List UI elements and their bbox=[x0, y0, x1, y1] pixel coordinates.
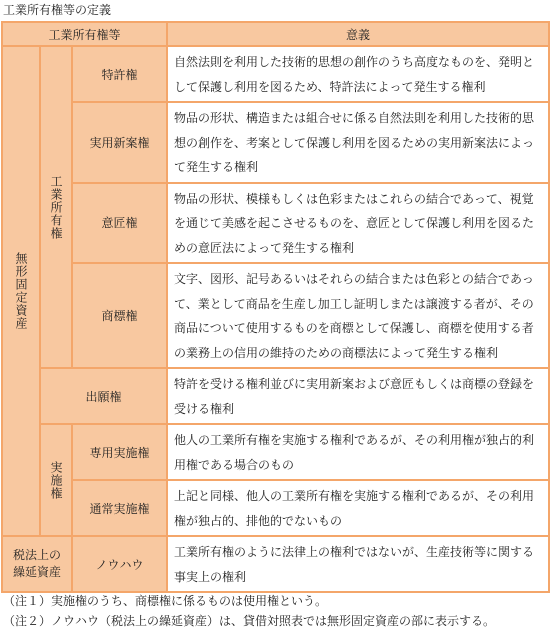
group-label: 無形固定資産 bbox=[14, 252, 28, 330]
group-intangible-fixed-assets bbox=[3, 47, 39, 535]
group-label: 実施権 bbox=[49, 460, 63, 500]
group-label: 税法上の繰延資産 bbox=[12, 548, 61, 579]
term-cell: 商標権 bbox=[73, 264, 166, 367]
term-cell: 出願権 bbox=[41, 369, 166, 423]
table-header-row bbox=[3, 23, 548, 45]
definition-cell: 自然法則を利用した技術的思想の創作のうち高度なものを、発明として保護し利用を図るため、特許法によって発生する権利 bbox=[168, 47, 548, 101]
table-row bbox=[3, 481, 548, 535]
table-row bbox=[3, 537, 548, 591]
definition-cell: 物品の形状、構造または組合せに係る自然法則を利用した技術的思想の創作を、考案として保護し利用を図るための実用新案法によって発生する権利 bbox=[168, 103, 548, 182]
term-cell: ノウハウ bbox=[73, 537, 166, 591]
header-cell-meaning: 意義 bbox=[168, 23, 548, 45]
definition-cell: 他人の工業所有権を実施する権利であるが、その利用権が独占的利用権である場合のもの bbox=[168, 425, 548, 479]
term-cell: 通常実施権 bbox=[73, 481, 166, 535]
definition-cell: 特許を受ける権利並びに実用新案および意匠もしくは商標の登録を受ける権利 bbox=[168, 369, 548, 423]
table-row bbox=[3, 369, 548, 423]
definition-cell: 上記と同様、他人の工業所有権を実施する権利であるが、その利用権が独占的、排他的でないもの bbox=[168, 481, 548, 535]
page-title: 工業所有権等の定義 bbox=[3, 3, 112, 17]
group-tax-deferred-assets bbox=[3, 537, 71, 591]
definition-cell: 工業所有権のように法律上の権利ではないが、生産技術等に関する事実上の権利 bbox=[168, 537, 548, 591]
note-1: （注１）実施権のうち、商標権に係るものは使用権という。 bbox=[3, 594, 328, 608]
group-implementation-right bbox=[41, 425, 71, 535]
term-cell: 意匠権 bbox=[73, 184, 166, 263]
term-cell: 実用新案権 bbox=[73, 103, 166, 182]
definition-cell: 文字、図形、記号あるいはそれらの結合または色彩との結合であって、業として商品を生産し加工し証明しまたは譲渡する者が、その商品について使用するものを商標として保護し、商標を使用する者の業務上の信用の維持のための商標法によって発生する権利 bbox=[168, 264, 548, 367]
definition-cell: 物品の形状、模様もしくは色彩またはこれらの結合であって、視覚を通じて美感を起こさせるものを、意匠として保護し利用を図るための意匠法によって発生する権利 bbox=[168, 184, 548, 263]
table-row bbox=[3, 47, 548, 101]
group-industrial-property bbox=[41, 47, 71, 367]
table-row bbox=[3, 264, 548, 367]
table-row bbox=[3, 425, 548, 479]
header-cell-category: 工業所有権等 bbox=[3, 23, 166, 45]
group-label: 工業所有権 bbox=[49, 174, 63, 240]
definition-table bbox=[1, 21, 550, 593]
term-cell: 専用実施権 bbox=[73, 425, 166, 479]
term-cell: 特許権 bbox=[73, 47, 166, 101]
table-row bbox=[3, 103, 548, 182]
table-row bbox=[3, 184, 548, 263]
note-2: （注２）ノウハウ（税法上の繰延資産）は、貸借対照表では無形固定資産の部に表示する。 bbox=[3, 614, 496, 628]
